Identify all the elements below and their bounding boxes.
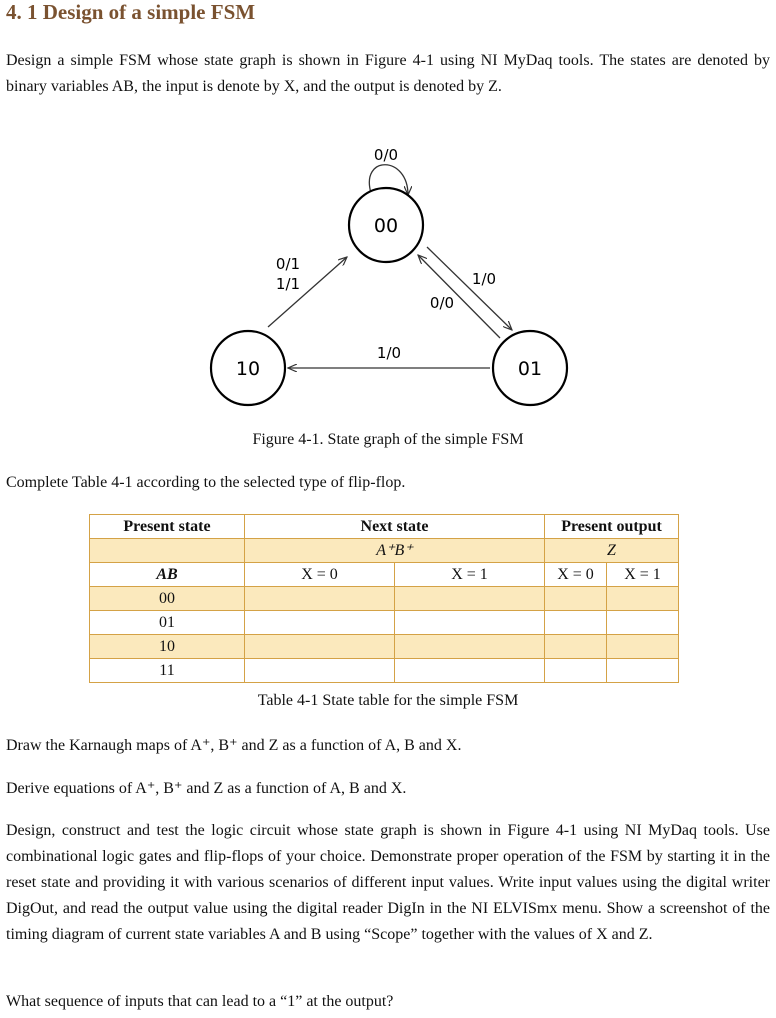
- table-cell: [395, 659, 545, 683]
- table-row-state: 10: [90, 635, 245, 659]
- table-cell: [545, 611, 607, 635]
- table-cell: [245, 587, 395, 611]
- table-instruction: Complete Table 4-1 according to the selected type of flip-flop.: [6, 474, 406, 491]
- question: What sequence of inputs that can lead to a “1” at the output?: [6, 993, 394, 1010]
- label-00-to-01: 1/0: [471, 270, 497, 288]
- table-caption: Table 4-1 State table for the simple FSM: [257, 692, 519, 709]
- edge-00-to-01: [427, 247, 512, 330]
- section-title: 4. 1 Design of a simple FSM: [6, 0, 256, 24]
- table-cell: [545, 635, 607, 659]
- task-design-paragraph: Design, construct and test the logic circuit whose state graph is shown in Figure 4-1 using NI MyDaq tools. Use combinational logic gates and flip-flops of your choice. Demonstrate proper operation of the FSM by starting it in the reset state and providing it with various scenarios of different input values. Write input values using the digital writer DigOut, and read the output value using the digital reader DigIn in the NI ELVISmx menu. Show a screenshot of the timing diagram of current state variables A and B using “Scope” together with the values of X and Z.: [6, 822, 770, 943]
- table-cell: [607, 587, 679, 611]
- header-out-x0: X = 0: [545, 563, 607, 587]
- header-present-state: Present state: [90, 515, 245, 539]
- label-10-to-00-b: 1/1: [275, 275, 301, 293]
- label-01-to-00: 0/0: [429, 294, 455, 312]
- header-ab: AB: [90, 563, 245, 587]
- state-label-01: 01: [517, 358, 543, 380]
- header-next-state: Next state: [245, 515, 545, 539]
- state-graph: [0, 130, 776, 420]
- table-cell: [545, 587, 607, 611]
- state-label-00: 00: [373, 215, 399, 237]
- table-cell: [607, 659, 679, 683]
- state-label-10: 10: [235, 358, 261, 380]
- state-table: [89, 514, 679, 683]
- table-cell: [545, 659, 607, 683]
- header-next-state-vars: A⁺B⁺: [245, 539, 545, 563]
- header-blank-cell: [90, 539, 245, 563]
- table-row-state: 01: [90, 611, 245, 635]
- header-out-x1: X = 1: [607, 563, 679, 587]
- header-present-output: Present output: [545, 515, 679, 539]
- header-next-x0: X = 0: [245, 563, 395, 587]
- table-cell: [245, 611, 395, 635]
- header-next-x1: X = 1: [395, 563, 545, 587]
- table-cell: [395, 635, 545, 659]
- label-01-to-10: 1/0: [376, 344, 402, 362]
- table-cell: [245, 659, 395, 683]
- table-cell: [607, 635, 679, 659]
- table-cell: [395, 587, 545, 611]
- table-cell: [395, 611, 545, 635]
- header-output-var: Z: [545, 539, 679, 563]
- label-10-to-00-a: 0/1: [275, 255, 301, 273]
- label-self-loop: 0/0: [373, 146, 399, 164]
- figure-caption: Figure 4-1. State graph of the simple FSM: [252, 431, 524, 448]
- intro-paragraph: Design a simple FSM whose state graph is shown in Figure 4-1 using NI MyDaq tools. The states are denoted by binary variables AB, the input is denote by X, and the output is denoted by Z.: [6, 52, 770, 95]
- table-cell: [245, 635, 395, 659]
- task-equations: Derive equations of A⁺, B⁺ and Z as a function of A, B and X.: [6, 780, 407, 797]
- task-kmaps: Draw the Karnaugh maps of A⁺, B⁺ and Z as a function of A, B and X.: [6, 737, 462, 754]
- table-row-state: 00: [90, 587, 245, 611]
- table-row-state: 11: [90, 659, 245, 683]
- table-cell: [607, 611, 679, 635]
